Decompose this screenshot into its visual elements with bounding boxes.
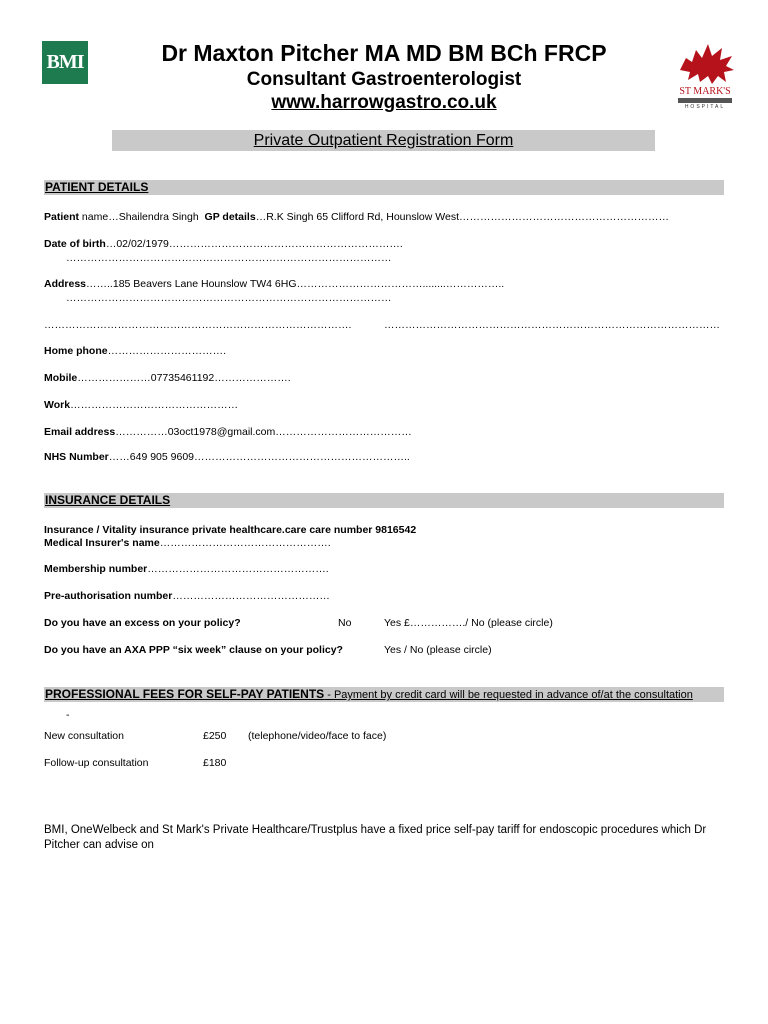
- fee-row-note: (telephone/video/face to face): [248, 730, 387, 742]
- address-value[interactable]: ……..185 Beavers Lane Hounslow TW4 6HG………………………………........……………..: [86, 278, 505, 290]
- membership-value[interactable]: …………………………………………….: [147, 563, 329, 575]
- nhs-row: [44, 451, 410, 463]
- fees-heading-text: PROFESSIONAL FEES FOR SELF-PAY PATIENTS: [45, 687, 325, 701]
- insurer-line-text: Insurance / Vitality insurance private healthcare.care care number 9816542: [44, 524, 417, 536]
- excess-options[interactable]: Yes £……………./ No (please circle): [384, 617, 553, 629]
- address-continuation[interactable]: …………………………………………………………………………………: [66, 292, 392, 304]
- excess-answer[interactable]: No: [338, 617, 352, 629]
- mobile-value[interactable]: …………………07735461192………………….: [77, 372, 291, 384]
- fees-heading-note: Payment by credit card will be requested in advance of/at the consultation: [333, 689, 693, 701]
- self-pay-footnote: BMI, OneWelbeck and St Mark's Private Healthcare/Trustplus have a fixed price self-pay tariff for endoscopic procedures which Dr Pitcher can advise on: [44, 824, 707, 851]
- doctor-role: Consultant Gastroenterologist: [246, 69, 522, 90]
- membership-row: [44, 563, 329, 575]
- email-row: [44, 426, 412, 438]
- fees-heading-sep: -: [324, 689, 334, 701]
- email-value[interactable]: ……………03oct1978@gmail.com…………………………………: [115, 426, 412, 438]
- fees-dash: -: [66, 709, 70, 721]
- gp-details-label: GP details: [204, 211, 256, 223]
- home-phone-label: Home phone: [44, 345, 108, 357]
- form-title: Private Outpatient Registration Form: [112, 130, 655, 151]
- mobile-label: Mobile: [44, 372, 78, 384]
- dob-label: Date of birth: [44, 238, 106, 250]
- axa-question: [44, 644, 343, 656]
- work-row: [44, 399, 238, 411]
- mobile-row: [44, 372, 291, 384]
- preauth-value[interactable]: ………………………………………: [172, 590, 330, 602]
- patient-name-sub: name…: [79, 211, 119, 223]
- preauth-label: Pre-authorisation number: [44, 590, 173, 602]
- work-value[interactable]: …………………………………………: [70, 399, 239, 411]
- dob-row: [44, 238, 403, 250]
- bmi-logo: BMI: [42, 41, 88, 84]
- home-phone-value[interactable]: …………………………….: [107, 345, 227, 357]
- email-label: Email address: [44, 426, 116, 438]
- excess-question: [44, 617, 241, 629]
- patient-details-heading: PATIENT DETAILS: [44, 180, 724, 195]
- hospital-text: HOSPITAL: [684, 104, 726, 110]
- website-link[interactable]: www.harrowgastro.co.uk: [271, 92, 497, 113]
- fee-row-name: Follow-up consultation: [44, 757, 149, 769]
- membership-label: Membership number: [44, 563, 148, 575]
- fee-row-name: New consultation: [44, 730, 124, 742]
- insurer-line: [44, 524, 416, 536]
- dob-value[interactable]: …02/02/1979………………………………………………………….: [105, 238, 403, 250]
- nhs-value[interactable]: ……649 905 9609……………………………………………………..: [108, 451, 410, 463]
- excess-question-text: Do you have an excess on your policy?: [44, 617, 241, 629]
- st-marks-text: ST MARK'S: [679, 86, 731, 97]
- home-phone-row: [44, 345, 226, 357]
- winged-lion-icon: [672, 40, 738, 86]
- axa-question-text: Do you have an AXA PPP “six week” clause on your policy?: [44, 644, 343, 656]
- patient-name-row: [44, 211, 669, 223]
- dob-continuation[interactable]: …………………………………………………………………………………: [66, 252, 392, 264]
- preauth-row: [44, 590, 330, 602]
- axa-options[interactable]: Yes / No (please circle): [384, 644, 492, 656]
- insurance-details-heading: INSURANCE DETAILS: [44, 493, 724, 508]
- address-line-3b[interactable]: ……………………………………………………………………………………: [384, 319, 720, 331]
- insurer-name-label: Medical Insurer's name: [44, 537, 160, 549]
- address-row: [44, 278, 504, 290]
- address-line-3a[interactable]: …………………………………………………………………………….: [44, 319, 352, 331]
- patient-name-label: Patient: [44, 211, 80, 223]
- insurer-name-row: [44, 537, 331, 549]
- doctor-name: Dr Maxton Pitcher MA MD BM BCh FRCP: [161, 40, 607, 66]
- work-label: Work: [44, 399, 71, 411]
- fee-row-price: £250: [203, 730, 227, 742]
- gp-details-value[interactable]: …R.K Singh 65 Clifford Rd, Hounslow West……………………………………………………: [255, 211, 669, 223]
- st-marks-logo: [672, 40, 738, 116]
- patient-name-value[interactable]: Shailendra Singh: [118, 211, 199, 223]
- nhs-label: NHS Number: [44, 451, 109, 463]
- logo-bar: [678, 98, 732, 103]
- insurer-name-value[interactable]: ………………………………………….: [159, 537, 331, 549]
- fees-heading: [44, 687, 724, 702]
- address-label: Address: [44, 278, 87, 290]
- fee-row-price: £180: [203, 757, 227, 769]
